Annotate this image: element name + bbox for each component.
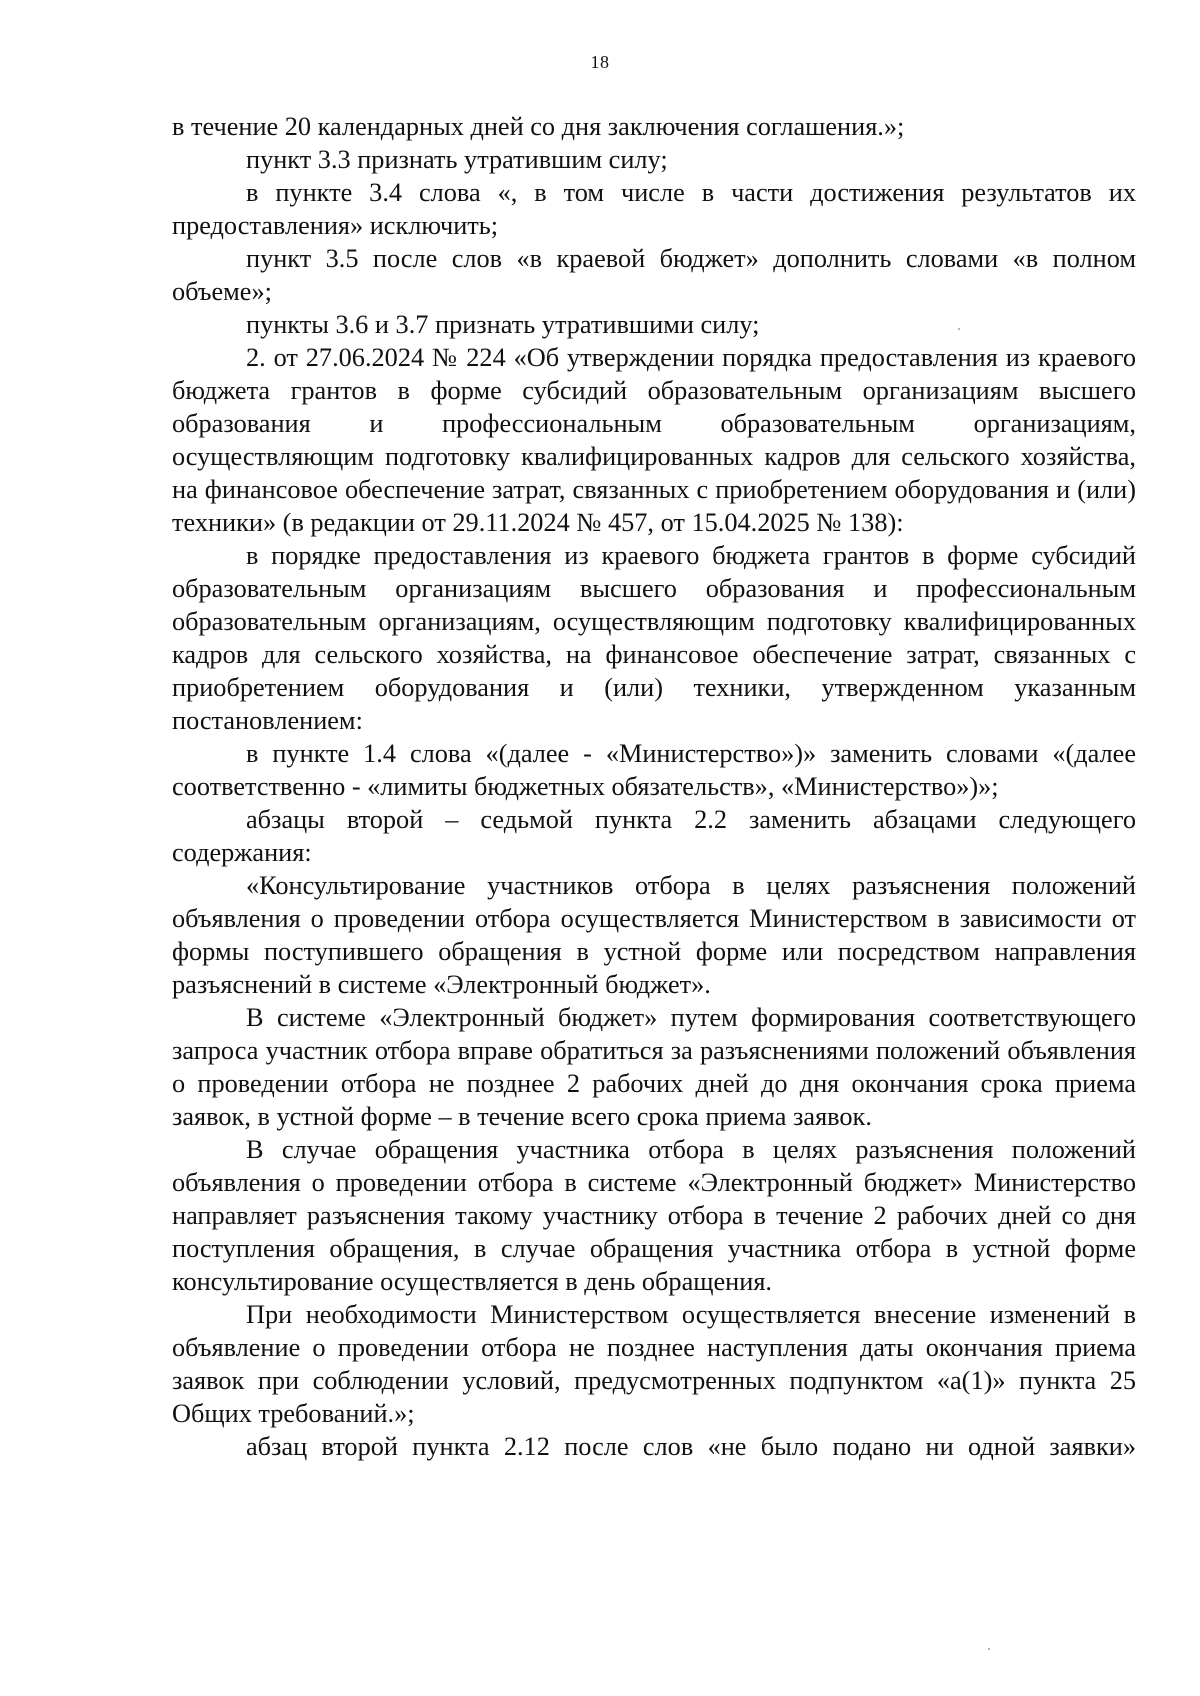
paragraph-5: пункты 3.6 и 3.7 признать утратившими силу; [246, 310, 760, 339]
page-number: 18 [590, 52, 610, 72]
paragraph-10: «Консультирование участников отбора в целях разъяснения положений объявления о проведении отбора осуществляется Министерством в зависимости от формы поступившего обращения в устной форме или посредством направления разъяснений в системе «Электронный бюджет». [172, 871, 1136, 999]
paragraph-9: абзацы второй – седьмой пункта 2.2 заменить абзацами следующего содержания: [172, 805, 1136, 867]
paragraph-6: 2. от 27.06.2024 № 224 «Об утверждении порядка предоставления из краевого бюджета грантов в форме субсидий образовательным организациям высшего образования и профессиональным образовательным организациям, осуществляющим подготовку квалифицированных кадров для сельского хозяйства, на финансовое обеспечение затрат, связанных с приобретением оборудования и (или) техники» (в редакции от 29.11.2024 № 457, от 15.04.2025 № 138): [172, 343, 1136, 537]
paragraph-2: пункт 3.3 признать утратившим силу; [246, 145, 668, 174]
paragraph-12: В случае обращения участника отбора в целях разъяснения положений объявления о проведении отбора в системе «Электронный бюджет» Министерство направляет разъяснения такому участнику отбора в течение 2 рабочих дней со дня поступления обращения, в случае обращения участника отбора в устной форме консультирование осуществляется в день обращения. [172, 1135, 1136, 1296]
paragraph-11: В системе «Электронный бюджет» путем формирования соответствующего запроса участник отбора вправе обратиться за разъяснениями положений объявления о проведении отбора не позднее 2 рабочих дней до дня окончания срока приема заявок, в устной форме – в течение всего срока приема заявок. [172, 1003, 1136, 1131]
paragraph-14: абзац второй пункта 2.12 после слов «не было подано ни одной заявки» [246, 1432, 1136, 1461]
document-body [172, 110, 1136, 1463]
paragraph-3: в пункте 3.4 слова «, в том числе в части достижения результатов их предоставления» исключить; [172, 178, 1136, 240]
scan-speck [988, 1648, 990, 1650]
paragraph-13: При необходимости Министерством осуществляется внесение изменений в объявление о проведении отбора не позднее наступления даты окончания приема заявок при соблюдении условий, предусмотренных подпунктом «а(1)» пункта 25 Общих требований.»; [172, 1300, 1136, 1428]
paragraph-7: в порядке предоставления из краевого бюджета грантов в форме субсидий образовательным организациям высшего образования и профессиональным образовательным организациям, осуществляющим подготовку квалифицированных кадров для сельского хозяйства, на финансовое обеспечение затрат, связанных с приобретением оборудования и (или) техники, утвержденном указанным постановлением: [172, 541, 1136, 735]
paragraph-8: в пункте 1.4 слова «(далее - «Министерство»)» заменить словами «(далее соответственно - «лимиты бюджетных обязательств», «Министерство»)»; [172, 739, 1136, 801]
paragraph-1: в течение 20 календарных дней со дня заключения соглашения.»; [172, 112, 905, 141]
scan-speck [958, 328, 960, 330]
paragraph-4: пункт 3.5 после слов «в краевой бюджет» дополнить словами «в полном объеме»; [172, 244, 1136, 306]
